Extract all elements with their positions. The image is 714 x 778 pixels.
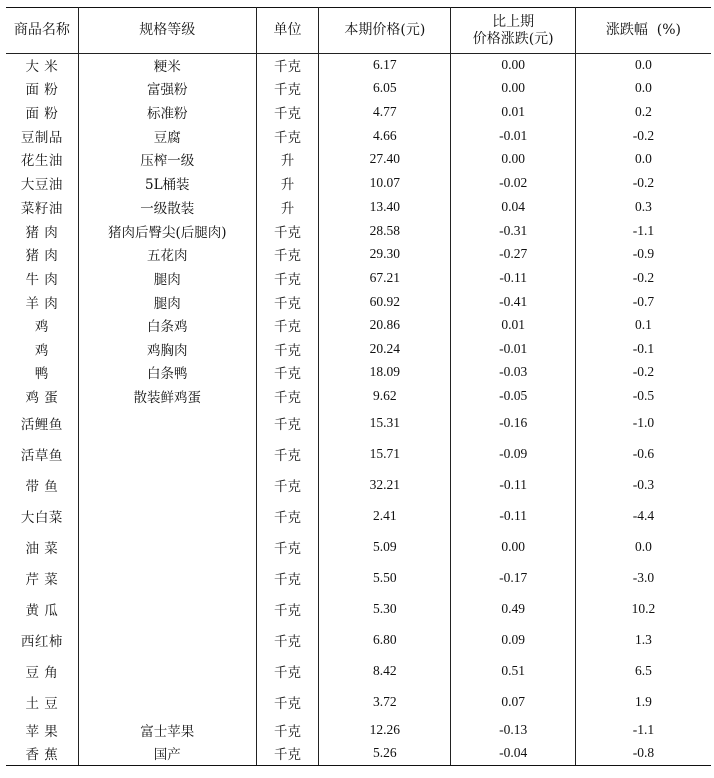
cell-price-change: -0.02 [451, 171, 575, 195]
cell-price-change: -0.11 [451, 501, 575, 532]
cell-spec-grade [78, 594, 256, 625]
cell-price-change: 0.00 [451, 532, 575, 563]
cell-price-change: -0.05 [451, 384, 575, 408]
cell-spec-grade: 富士苹果 [78, 718, 256, 742]
cell-spec-grade: 散装鲜鸡蛋 [78, 384, 256, 408]
cell-spec-grade: 猪肉后臀尖(后腿肉) [78, 219, 256, 243]
table-row [6, 439, 711, 470]
cell-product-name: 面 粉 [6, 100, 78, 124]
cell-spec-grade [78, 625, 256, 656]
cell-change-percent: -0.7 [575, 290, 711, 314]
cell-unit: 千克 [256, 384, 318, 408]
cell-change-percent: -4.4 [575, 501, 711, 532]
cell-change-percent: -3.0 [575, 563, 711, 594]
cell-price-change: -0.11 [451, 266, 575, 290]
cell-current-price: 4.77 [319, 100, 451, 124]
cell-unit: 千克 [256, 532, 318, 563]
cell-unit: 千克 [256, 266, 318, 290]
cell-current-price: 60.92 [319, 290, 451, 314]
cell-product-name: 鸭 [6, 361, 78, 384]
cell-unit: 千克 [256, 124, 318, 148]
table-row [6, 195, 711, 219]
cell-price-change: -0.03 [451, 361, 575, 384]
cell-product-name: 鸡 [6, 314, 78, 337]
cell-current-price: 13.40 [319, 195, 451, 219]
cell-unit: 千克 [256, 439, 318, 470]
table-row [6, 384, 711, 408]
cell-current-price: 4.66 [319, 124, 451, 148]
cell-change-percent: 0.0 [575, 148, 711, 171]
cell-product-name: 猪 肉 [6, 219, 78, 243]
cell-unit: 千克 [256, 563, 318, 594]
cell-spec-grade [78, 439, 256, 470]
table-row [6, 243, 711, 266]
table-row [6, 532, 711, 563]
cell-change-percent: 0.2 [575, 100, 711, 124]
cell-unit: 千克 [256, 408, 318, 439]
cell-price-change: -0.11 [451, 470, 575, 501]
table-row [6, 266, 711, 290]
cell-spec-grade [78, 563, 256, 594]
cell-unit: 升 [256, 148, 318, 171]
table-body [6, 54, 711, 766]
table-header [6, 8, 711, 54]
cell-unit: 千克 [256, 687, 318, 718]
table-row [6, 219, 711, 243]
cell-unit: 千克 [256, 243, 318, 266]
table-row [6, 563, 711, 594]
header-row [6, 8, 711, 54]
table-row [6, 290, 711, 314]
cell-price-change: -0.17 [451, 563, 575, 594]
cell-unit: 升 [256, 195, 318, 219]
cell-current-price: 15.71 [319, 439, 451, 470]
cell-change-percent: 6.5 [575, 656, 711, 687]
table-row [6, 742, 711, 766]
cell-spec-grade: 腿肉 [78, 290, 256, 314]
cell-price-change: -0.16 [451, 408, 575, 439]
cell-product-name: 带 鱼 [6, 470, 78, 501]
header-price-change-text: 比上期 价格涨跌(元) [472, 13, 554, 47]
table-row [6, 54, 711, 77]
cell-current-price: 12.26 [319, 718, 451, 742]
cell-change-percent: -0.6 [575, 439, 711, 470]
cell-change-percent: -0.1 [575, 337, 711, 361]
cell-change-percent: -1.1 [575, 718, 711, 742]
cell-product-name: 菜籽油 [6, 195, 78, 219]
cell-unit: 千克 [256, 656, 318, 687]
cell-current-price: 15.31 [319, 408, 451, 439]
cell-price-change: 0.01 [451, 314, 575, 337]
cell-spec-grade: 国产 [78, 742, 256, 766]
cell-price-change: -0.01 [451, 124, 575, 148]
cell-spec-grade: 富强粉 [78, 77, 256, 100]
cell-product-name: 鸡 [6, 337, 78, 361]
header-product-name: 商品名称 [6, 8, 78, 54]
cell-change-percent: -0.2 [575, 124, 711, 148]
cell-change-percent: -1.0 [575, 408, 711, 439]
cell-current-price: 67.21 [319, 266, 451, 290]
cell-price-change: 0.00 [451, 77, 575, 100]
cell-product-name: 豆制品 [6, 124, 78, 148]
cell-current-price: 2.41 [319, 501, 451, 532]
cell-unit: 千克 [256, 501, 318, 532]
cell-spec-grade: 白条鸭 [78, 361, 256, 384]
header-unit: 单位 [256, 8, 318, 54]
table-row [6, 718, 711, 742]
cell-price-change: -0.09 [451, 439, 575, 470]
cell-current-price: 27.40 [319, 148, 451, 171]
cell-unit: 千克 [256, 718, 318, 742]
cell-change-percent: -0.2 [575, 171, 711, 195]
cell-price-change: -0.31 [451, 219, 575, 243]
cell-spec-grade: 白条鸡 [78, 314, 256, 337]
cell-product-name: 羊 肉 [6, 290, 78, 314]
cell-product-name: 活草鱼 [6, 439, 78, 470]
cell-change-percent: 0.0 [575, 54, 711, 77]
cell-spec-grade [78, 532, 256, 563]
cell-price-change: -0.41 [451, 290, 575, 314]
cell-product-name: 土 豆 [6, 687, 78, 718]
cell-current-price: 32.21 [319, 470, 451, 501]
cell-current-price: 5.09 [319, 532, 451, 563]
cell-price-change: 0.51 [451, 656, 575, 687]
cell-product-name: 鸡 蛋 [6, 384, 78, 408]
cell-unit: 千克 [256, 470, 318, 501]
cell-change-percent: -0.5 [575, 384, 711, 408]
cell-current-price: 3.72 [319, 687, 451, 718]
cell-spec-grade [78, 470, 256, 501]
cell-product-name: 西红柿 [6, 625, 78, 656]
cell-spec-grade [78, 656, 256, 687]
cell-spec-grade: 5L桶装 [78, 171, 256, 195]
cell-price-change: 0.01 [451, 100, 575, 124]
header-change-percent: 涨跌幅 (%) [575, 8, 711, 54]
cell-unit: 千克 [256, 219, 318, 243]
cell-price-change: 0.04 [451, 195, 575, 219]
cell-change-percent: 0.3 [575, 195, 711, 219]
cell-spec-grade [78, 687, 256, 718]
cell-change-percent: 1.9 [575, 687, 711, 718]
cell-spec-grade: 腿肉 [78, 266, 256, 290]
cell-current-price: 29.30 [319, 243, 451, 266]
table-row [6, 314, 711, 337]
table-row [6, 656, 711, 687]
cell-price-change: -0.13 [451, 718, 575, 742]
cell-current-price: 9.62 [319, 384, 451, 408]
cell-price-change: -0.27 [451, 243, 575, 266]
cell-change-percent: -0.2 [575, 361, 711, 384]
table-row [6, 625, 711, 656]
cell-current-price: 6.80 [319, 625, 451, 656]
table-row [6, 100, 711, 124]
table-row [6, 77, 711, 100]
cell-spec-grade: 粳米 [78, 54, 256, 77]
cell-unit: 千克 [256, 625, 318, 656]
cell-price-change: -0.04 [451, 742, 575, 766]
cell-product-name: 大豆油 [6, 171, 78, 195]
cell-product-name: 黄 瓜 [6, 594, 78, 625]
header-price-change [451, 8, 575, 54]
cell-change-percent: 1.3 [575, 625, 711, 656]
header-spec-grade: 规格等级 [78, 8, 256, 54]
cell-spec-grade: 一级散装 [78, 195, 256, 219]
cell-product-name: 花生油 [6, 148, 78, 171]
cell-change-percent: -0.9 [575, 243, 711, 266]
cell-change-percent: 0.0 [575, 77, 711, 100]
cell-price-change: 0.00 [451, 54, 575, 77]
cell-current-price: 5.30 [319, 594, 451, 625]
cell-unit: 千克 [256, 742, 318, 766]
table-row [6, 171, 711, 195]
table-row [6, 501, 711, 532]
cell-product-name: 芹 菜 [6, 563, 78, 594]
cell-current-price: 5.26 [319, 742, 451, 766]
cell-unit: 千克 [256, 54, 318, 77]
cell-unit: 千克 [256, 100, 318, 124]
cell-price-change: 0.49 [451, 594, 575, 625]
cell-unit: 千克 [256, 77, 318, 100]
table-row [6, 361, 711, 384]
cell-product-name: 牛 肉 [6, 266, 78, 290]
cell-spec-grade: 压榨一级 [78, 148, 256, 171]
cell-change-percent: -0.8 [575, 742, 711, 766]
cell-change-percent: 10.2 [575, 594, 711, 625]
cell-unit: 千克 [256, 337, 318, 361]
table-row [6, 408, 711, 439]
cell-product-name: 大 米 [6, 54, 78, 77]
cell-product-name: 香 蕉 [6, 742, 78, 766]
cell-product-name: 豆 角 [6, 656, 78, 687]
cell-spec-grade [78, 408, 256, 439]
cell-product-name: 猪 肉 [6, 243, 78, 266]
table-row [6, 148, 711, 171]
cell-change-percent: 0.1 [575, 314, 711, 337]
cell-product-name: 苹 果 [6, 718, 78, 742]
cell-price-change: 0.09 [451, 625, 575, 656]
cell-change-percent: 0.0 [575, 532, 711, 563]
cell-product-name: 油 菜 [6, 532, 78, 563]
cell-price-change: -0.01 [451, 337, 575, 361]
table-row [6, 687, 711, 718]
cell-current-price: 5.50 [319, 563, 451, 594]
cell-current-price: 18.09 [319, 361, 451, 384]
cell-current-price: 6.17 [319, 54, 451, 77]
cell-price-change: 0.00 [451, 148, 575, 171]
table-row [6, 337, 711, 361]
cell-change-percent: -0.2 [575, 266, 711, 290]
cell-current-price: 10.07 [319, 171, 451, 195]
cell-product-name: 面 粉 [6, 77, 78, 100]
cell-product-name: 大白菜 [6, 501, 78, 532]
table-row [6, 124, 711, 148]
table-row [6, 470, 711, 501]
cell-unit: 升 [256, 171, 318, 195]
cell-current-price: 8.42 [319, 656, 451, 687]
table-row [6, 594, 711, 625]
cell-unit: 千克 [256, 361, 318, 384]
price-table [6, 7, 711, 766]
cell-spec-grade: 五花肉 [78, 243, 256, 266]
cell-change-percent: -1.1 [575, 219, 711, 243]
cell-spec-grade: 标准粉 [78, 100, 256, 124]
cell-spec-grade: 豆腐 [78, 124, 256, 148]
cell-price-change: 0.07 [451, 687, 575, 718]
cell-spec-grade: 鸡胸肉 [78, 337, 256, 361]
cell-unit: 千克 [256, 594, 318, 625]
cell-spec-grade [78, 501, 256, 532]
header-current-price: 本期价格(元) [319, 8, 451, 54]
cell-current-price: 6.05 [319, 77, 451, 100]
cell-current-price: 28.58 [319, 219, 451, 243]
cell-product-name: 活鲤鱼 [6, 408, 78, 439]
cell-unit: 千克 [256, 290, 318, 314]
cell-unit: 千克 [256, 314, 318, 337]
cell-change-percent: -0.3 [575, 470, 711, 501]
cell-current-price: 20.24 [319, 337, 451, 361]
cell-current-price: 20.86 [319, 314, 451, 337]
